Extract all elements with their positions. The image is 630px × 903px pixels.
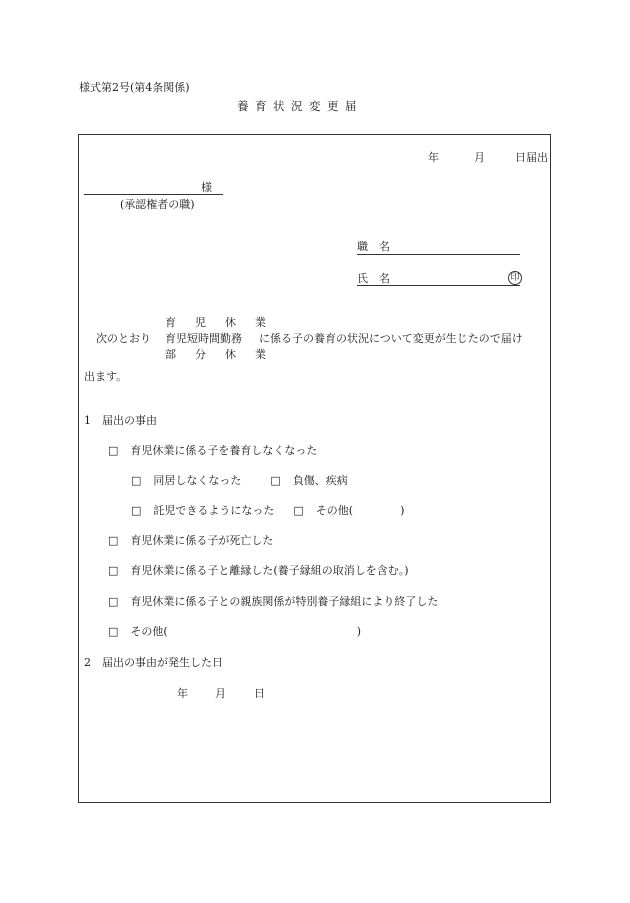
occur-year: 年	[177, 687, 188, 700]
checkbox[interactable]: □	[108, 595, 119, 608]
checkbox[interactable]: □	[293, 504, 304, 517]
option-partial-leave: 部 分 休 業	[165, 348, 270, 361]
addressee-line[interactable]	[84, 194, 223, 195]
checkbox[interactable]: □	[131, 504, 142, 517]
subreason-row-1	[131, 475, 348, 486]
option-short-hours: 育児短時間勤務	[165, 332, 242, 345]
reason-special-adoption[interactable]	[108, 596, 438, 607]
reason-label: 育児休業に係る子を養育しなくなった	[130, 444, 318, 457]
submission-date	[428, 152, 548, 163]
checkbox[interactable]: □	[108, 444, 119, 457]
close-paren: )	[356, 625, 361, 638]
subreason-label: 同居しなくなった	[153, 474, 242, 487]
approver-note: (承認権者の職)	[120, 198, 195, 211]
statement-continuation: 出ます。	[84, 370, 128, 383]
position-label: 職 名	[357, 240, 390, 253]
reason-label: 育児休業に係る子との親族関係が特別養子縁組により終了した	[130, 595, 439, 608]
name-field[interactable]	[357, 285, 520, 286]
subreason-label: 託児できるようになった	[153, 504, 275, 517]
checkbox[interactable]: □	[108, 625, 119, 638]
reason-label: 育児休業に係る子と離縁した(養子縁組の取消しを含む。)	[130, 564, 409, 577]
seal-mark: 印	[508, 271, 522, 285]
reason-label: 育児休業に係る子が死亡した	[130, 534, 274, 547]
form-title: 養育状況変更届	[237, 99, 363, 113]
reason-adoption-dissolved[interactable]	[108, 565, 409, 576]
reason-other[interactable]	[108, 626, 361, 637]
name-label: 氏 名	[357, 272, 390, 285]
option-childcare-leave: 育 児 休 業	[165, 316, 270, 329]
section1-heading: 1 届出の事由	[84, 414, 157, 427]
occurrence-date[interactable]	[177, 688, 265, 699]
reason-child-died[interactable]	[108, 535, 273, 546]
form-id: 様式第2号(第4条関係)	[79, 81, 190, 94]
reason-no-longer-raising[interactable]	[108, 445, 317, 456]
checkbox[interactable]: □	[108, 564, 119, 577]
occur-day: 日	[254, 687, 265, 700]
checkbox[interactable]: □	[108, 534, 119, 547]
position-field[interactable]	[357, 254, 520, 255]
date-month: 月	[474, 151, 485, 164]
close-paren: )	[400, 504, 405, 517]
date-year: 年	[428, 151, 439, 164]
section2-heading: 2 届出の事由が発生した日	[84, 656, 223, 669]
subreason-label: 負傷、疾病	[292, 474, 348, 487]
date-day-submit: 日届出	[515, 151, 548, 164]
addressee-suffix: 様	[201, 181, 212, 194]
form-frame	[78, 134, 551, 803]
subreason-row-2	[131, 505, 404, 516]
checkbox[interactable]: □	[131, 474, 142, 487]
statement-rest: に係る子の養育の状況について変更が生じたので届け	[259, 332, 523, 345]
reason-label: その他(	[130, 625, 168, 638]
subreason-label: その他(	[315, 504, 354, 517]
checkbox[interactable]: □	[270, 474, 281, 487]
statement-lead: 次のとおり	[96, 332, 151, 345]
occur-month: 月	[215, 687, 226, 700]
